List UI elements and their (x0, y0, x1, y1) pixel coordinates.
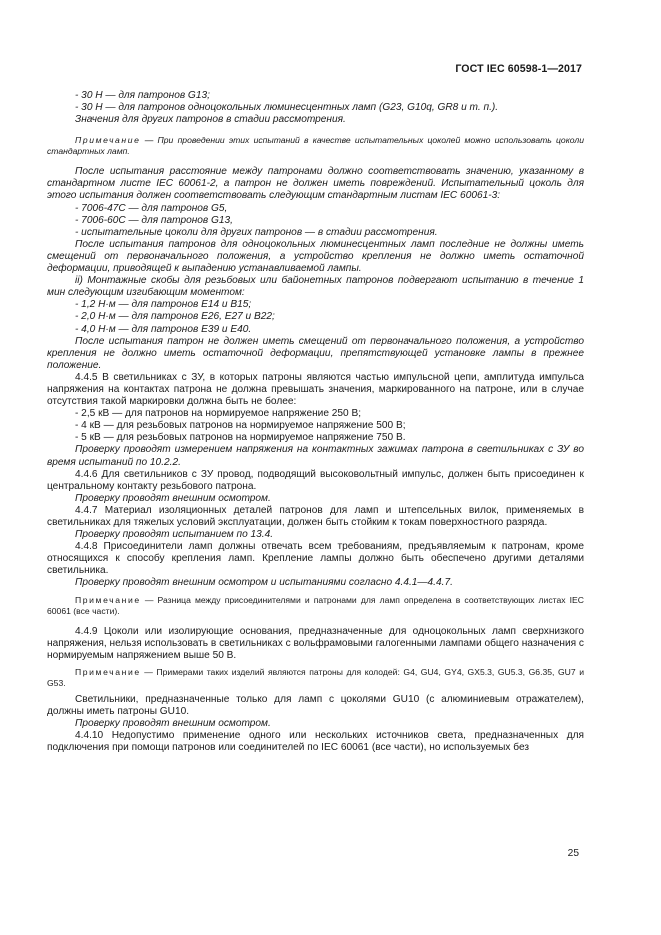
paragraph: Проверку проводят измерением напряжения на контактных зажимах патрона в светильниках с ЗУ во время испытаний по 10.2.2. (47, 444, 584, 468)
list-item: - 4,0 Н·м — для патронов Е39 и Е40. (75, 323, 252, 335)
document-code-header: ГОСТ IEC 60598-1—2017 (455, 63, 582, 75)
spacer (47, 617, 584, 626)
note-text: — Примерами таких изделий являются патроны для колодей: G4, GU4, GY4, GX5.3, GU5.3, G6.35, GU7 и G53. (47, 666, 584, 688)
paragraph: 4.4.6 Для светильников с ЗУ провод, подводящий высоковольтный импульс, должен быть присоединен к центральному контакту резьбового патрона. (47, 468, 584, 492)
note-label: Примечание (75, 594, 141, 605)
paragraph: После испытания патронов для одноцокольных люминесцентных ламп последние не должны иметь смещений от первоначального положения, а устройство крепления не должно иметь остаточной деформации, приводящей к выпадению устанавливаемой лампы. (47, 238, 584, 275)
spacer (47, 157, 584, 166)
note-text: — При проведении этих испытаний в качестве испытательных цоколей можно использовать цоколи стандартных ламп. (47, 135, 584, 157)
page-number: 25 (567, 848, 579, 859)
note-text: — Разница между присоединителями и патронами для ламп определена в соответствующих листах IEC 60061 (все части). (47, 594, 584, 616)
note-paragraph (47, 667, 584, 689)
list-item: - 7006-60С — для патронов G13, (75, 214, 233, 226)
list-item: - 7006-47С — для патронов G5, (75, 202, 228, 214)
list-item: - 2,0 Н·м — для патронов Е26, Е27 и В22; (75, 311, 275, 323)
list-item: - 4 кВ — для резьбовых патронов на нормируемое напряжение 500 В; (75, 420, 406, 432)
paragraph: 4.4.7 Материал изоляционных деталей патронов для ламп и штепсельных вилок, применяемых в светильниках для тяжелых условий эксплуатации, должен быть стойким к токам поверхностного разряда. (47, 504, 584, 528)
spacer (47, 126, 584, 135)
list-item: - 30 Н — для патронов одноцокольных люминесцентных ламп (G23, G10q, GR8 и т. п.). (75, 102, 499, 114)
note-paragraph (47, 595, 584, 617)
paragraph: После испытания расстояние между патронами должно соответствовать значению, указанному в стандартном листе IEC 60061-2, а патрон не должен иметь повреждений. Испытательный цоколь для этого испытания должен соответствовать следующим стандартным листам IEC 60061-3: (47, 166, 584, 202)
paragraph: Проверку проводят внешним осмотром. (75, 718, 271, 730)
paragraph: Значения для других патронов в стадии рассмотрения. (75, 114, 346, 126)
paragraph: Проверку проводят внешним осмотром и испытаниями согласно 4.4.1—4.4.7. (75, 577, 453, 589)
paragraph: После испытания патрон не должен иметь смещений от первоначального положения, а устройство крепления не должно иметь остаточной деформации, препятствующей установке лампы в прежнее положение. (47, 335, 584, 371)
paragraph: 4.4.5 В светильниках с ЗУ, в которых патроны являются частью импульсной цепи, амплитуда импульса напряжения на контактах патрона не должна превышать значения, маркированного на патроне, или в случае отсутствия такой маркировки должна быть не более: (47, 371, 584, 408)
list-item: - испытательные цоколи для других патронов — в стадии рассмотрения. (75, 226, 438, 238)
list-item: - 2,5 кВ — для патронов на нормируемое напряжение 250 В; (75, 408, 362, 420)
paragraph: Проверку проводят внешним осмотром. (75, 492, 271, 504)
paragraph: Светильники, предназначенные только для ламп с цоколями GU10 (с алюминиевым отражателем), должны иметь патроны GU10. (47, 693, 584, 717)
note-paragraph (47, 135, 584, 157)
paragraph: 4.4.9 Цоколи или изолирующие основания, предназначенные для одноцокольных ламп сверхнизкого напряжения, нельзя использовать в светильниках с вольфрамовыми галогенными лампами общего назначения с нормируемым напряжением выше 50 В. (47, 625, 584, 661)
list-item: - 1,2 Н·м — для патронов Е14 и В15; (75, 299, 252, 311)
list-item: - 30 Н — для патронов G13; (75, 90, 210, 101)
paragraph: ii) Монтажные скобы для резьбовых или байонетных патронов подвергают испытанию в течение 1 мин следующим изгибающим моментом: (47, 275, 584, 299)
paragraph: 4.4.10 Недопустимо применение одного или нескольких источников света, предназначенных для подключения при помощи патронов или соединителей по IEC 60061 (все части), но используемых без (47, 730, 584, 754)
paragraph: Проверку проводят испытанием по 13.4. (75, 529, 274, 541)
page-body (47, 90, 584, 754)
list-item: - 5 кВ — для резьбовых патронов на нормируемое напряжение 750 В. (75, 432, 406, 444)
paragraph: 4.4.8 Присоединители ламп должны отвечать всем требованиям, предъявляемым к патронам, кроме относящихся к способу крепления ламп. Крепление лампы должно быть обеспечено другими деталями светильника. (47, 541, 584, 577)
note-label: Примечание (75, 135, 141, 146)
note-label: Примечание (75, 666, 141, 677)
